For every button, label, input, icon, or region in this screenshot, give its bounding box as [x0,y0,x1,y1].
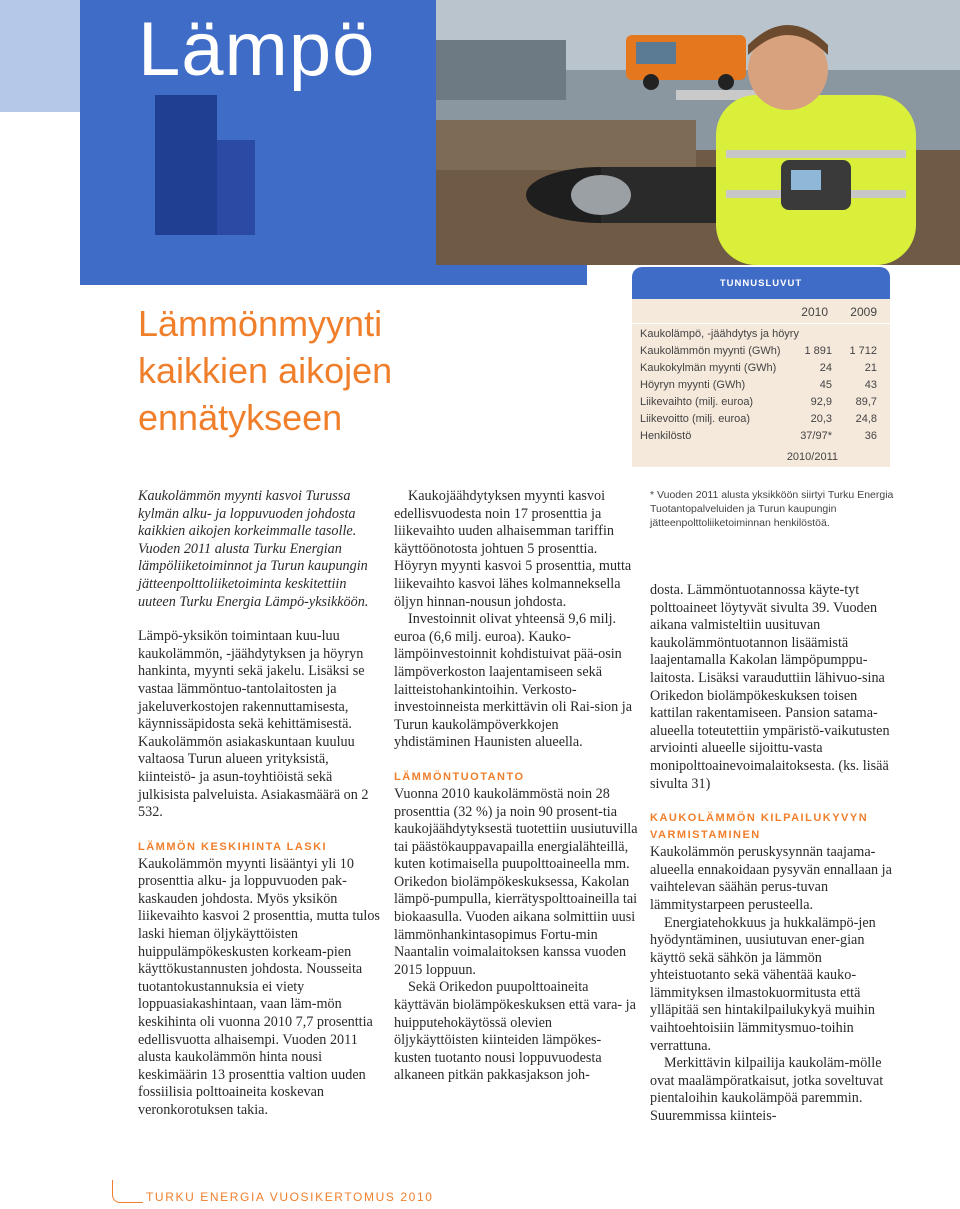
row-label: Höyryn myynti (GWh) [640,379,746,391]
subheading: LÄMMÖN KESKIHINTA LASKI [138,840,328,853]
value-2009: 36 [864,430,877,442]
table-row [640,343,884,359]
value-2010: 20,3 [810,413,832,425]
intro-paragraph: Kaukolämmön myynti kasvoi Turussa kylmän alku- ja loppuvuoden johdosta kaikkien aikojen korkeimmalle tasolle. Vuoden 2011 alusta Turku Energian lämpöliiketoiminnot ja Turun kaupungin jätteenpolttoliiketoiminta keskitettiin uuteen Turku Energia Lämpö-yksikköön. [138,488,369,610]
table-note-row [640,449,884,465]
value-2010: 45 [819,379,832,391]
value-2010: 24 [819,362,832,374]
divider [632,323,890,324]
paragraph: Lämpö-yksikön toimintaan kuu-luu kaukolämmön, -jäähdytyksen ja höyryn hankinta, myynti sekä jakelu. Lisäksi se vastaa lämmöntuo-tantolaitosten ja jakeluverkostojen rakennuttamisesta, käynnissäpidosta sekä kehittämisestä. Kaukolämmön asiakaskuntaan kuuluu valtaosa Turun alueen yrityksistä, kiinteistö- ja asun-toyhtiöistä sekä julkisista palveluista. Asiakasmäärä on 2 532. [138,628,369,821]
subheading: VARMISTAMINEN [650,829,761,842]
key-figures-title: TUNNUSLUVUT [632,267,890,299]
paragraph: Kaukojäähdytyksen myynti kasvoi edellisvuodesta noin 17 prosenttia ja liikevaihto uuden alhaisemman tariffin käyttöönotosta johtuen 5 prosenttia. Höyryn myynti kasvoi 5 prosenttia, mutta liikevaihto kasvoi lähes kolmanneksella öljyn hinnan-nousun johdosta. [394,488,632,610]
text-column-3 [650,582,894,1126]
row-label: Kaukokylmän myynti (GWh) [640,362,777,374]
group-label: Kaukolämpö, -jäähdytys ja höyry [640,328,799,340]
row-label: Liikevaihto (milj. euroa) [640,396,754,408]
row-label: Henkilöstö [640,430,692,442]
table-row [640,377,884,393]
heading-line: kaikkien aikojen [138,350,393,391]
heading-line: ennätykseen [138,397,343,438]
page-title: Lämpö [138,7,376,92]
row-label: Kaukolämmön myynti (GWh) [640,345,781,357]
value-2009: 21 [864,362,877,374]
table-row [640,428,884,444]
header-photo-worker [436,0,960,265]
footer-text: TURKU ENERGIA VUOSIKERTOMUS 2010 [146,1190,434,1204]
table-row [640,394,884,410]
key-figures-footnote: * Vuoden 2011 alusta yksikköön siirtyi Turku Energia Tuotantopalveluiden ja Turun kaupungin jätteenpolttoliiketoiminnan henkilöstöä. [650,489,894,529]
value-2010: 1 891 [804,345,832,357]
value-2009: 1 712 [849,345,877,357]
paragraph: dosta. Lämmöntuotannossa käyte-tyt polttoaineet löytyvät sivulta 39. Vuoden aikana valmisteltiin uusituvan kaukolämmöntuotannon lisäämistä laajentamalla Kakolan lämpöpumppu-laitosta. Lisäksi varauduttiin lähivuo-sina Orikedon biolämpökeskuksen toisen kattilan rakentamiseen. Pansion satama-alueella toteutettiin ympäristö-vaikutusten arviointi alueelle sijoittu-vasta monipolttoainevoimalaitoksesta. (ks. lisää sivulta 31) [650,582,890,792]
header-decor-dark [155,95,217,235]
paragraph: Vuonna 2010 kaukolämmöstä noin 28 prosenttia (32 %) ja noin 90 prosent-tia kaukojäähdytyksestä tuotettiin uusiutuvilla tai päästökauppavapailla energialähteillä, kuten kotimaisella puupolttoaineella mm. Orikedon biolämpökeskuksessa, Kakolan lämpö-pumpulla, kierrätyspolttoaineilla tai biokaasulla. Vuoden aikana solmittiin uusi lämmönhankintasopimus Fortu-min Naantalin voimalaitoksen kanssa vuoden 2015 loppuun. [394,785,638,978]
key-figures-box [632,267,890,467]
value-2010: 92,9 [810,396,832,408]
subheading: LÄMMÖNTUOTANTO [394,770,525,783]
staff-note: 2010/2011 [786,451,838,463]
text-column-1 [138,488,383,1120]
header-decor-dark [217,140,255,235]
row-label: Liikevoitto (milj. euroa) [640,413,751,425]
table-row [640,360,884,376]
heading-line: Lämmönmyynti [138,303,383,344]
subheading: KAUKOLÄMMÖN KILPAILUKYVYN [650,812,869,825]
paragraph: Investoinnit olivat yhteensä 9,6 milj. euroa (6,6 milj. euroa). Kauko-lämpöinvestoinnit kohdistuivat pää-osin lämpöverkoston laajentamiseen sekä laitteistohankintoihin. Verkosto-investoinneista merkittävin oli Rai-sion ja Turun kaukolämpöverkkojen yhdistäminen Haunisten alueella. [394,611,632,751]
key-figures-table [632,299,890,467]
text-column-2 [394,488,638,1085]
value-2010: 37/97* [800,430,832,442]
table-row [640,411,884,427]
value-2009: 89,7 [855,396,877,408]
value-2009: 43 [864,379,877,391]
paragraph: Energiatehokkuus ja hukkalämpö-jen hyödyntäminen, uusiutuvan ener-gian käyttö sekä sähkön ja lämmön yhteistuotanto sekä vähentää kauko-lämmityksen ilmastokuormitusta että ylläpitää sen hintakilpailukykyä muihin vaihtoehtoisiin lämmitysmuo-toihin verrattuna. [650,914,876,1054]
column-header-2009: 2009 [850,305,877,319]
footer-decor-line [112,1180,143,1203]
paragraph: Kaukolämmön peruskysynnän taajama-alueella ennakoidaan pysyvän ennallaan ja vaihtelevan säähän perus-tuvan lämmitystarpeen perusteella. [650,844,892,913]
value-2009: 24,8 [855,413,877,425]
section-heading [138,300,458,441]
paragraph: Kaukolämmön myynti lisääntyi yli 10 prosenttia alku- ja loppuvuoden pak-kaskauden johdosta. Myös yksikön liikevaihto kasvoi 2 prosenttia, mutta tulos laski hieman öljykäyttöisten huippulämpökeskusten korkeam-pien käyttökustannusten johdosta. Nousseita tuotantokustannuksia ei viety loppuasiakashintaan, vaan läm-mön keskihinta oli vuonna 2010 7,7 prosenttia edellisvuotta alhaisempi. Vuoden 2011 alusta kaukolämmön hinta nousi keskimäärin 13 prosenttia valtion uuden fossiilisia polttoaineita koskevan veronkorotuksen takia. [138,855,380,1118]
paragraph: Sekä Orikedon puupolttoaineita käyttävän biolämpökeskuksen että vara- ja huipputehokäytössä olevien öljykäyttöisten kiinteiden lämpökes-kusten tuotanto nousi loppuvuodesta alkaneen pitkän pakkasjakson joh- [394,979,636,1084]
table-group-row [640,326,884,342]
column-header-2010: 2010 [801,305,828,319]
paragraph: Merkittävin kilpailija kaukoläm-mölle ovat maalämpöratkaisut, jotka soveltuvat pientaloihin kaukolämpöä paremmin. Suuremmissa kiinteis- [650,1055,884,1125]
